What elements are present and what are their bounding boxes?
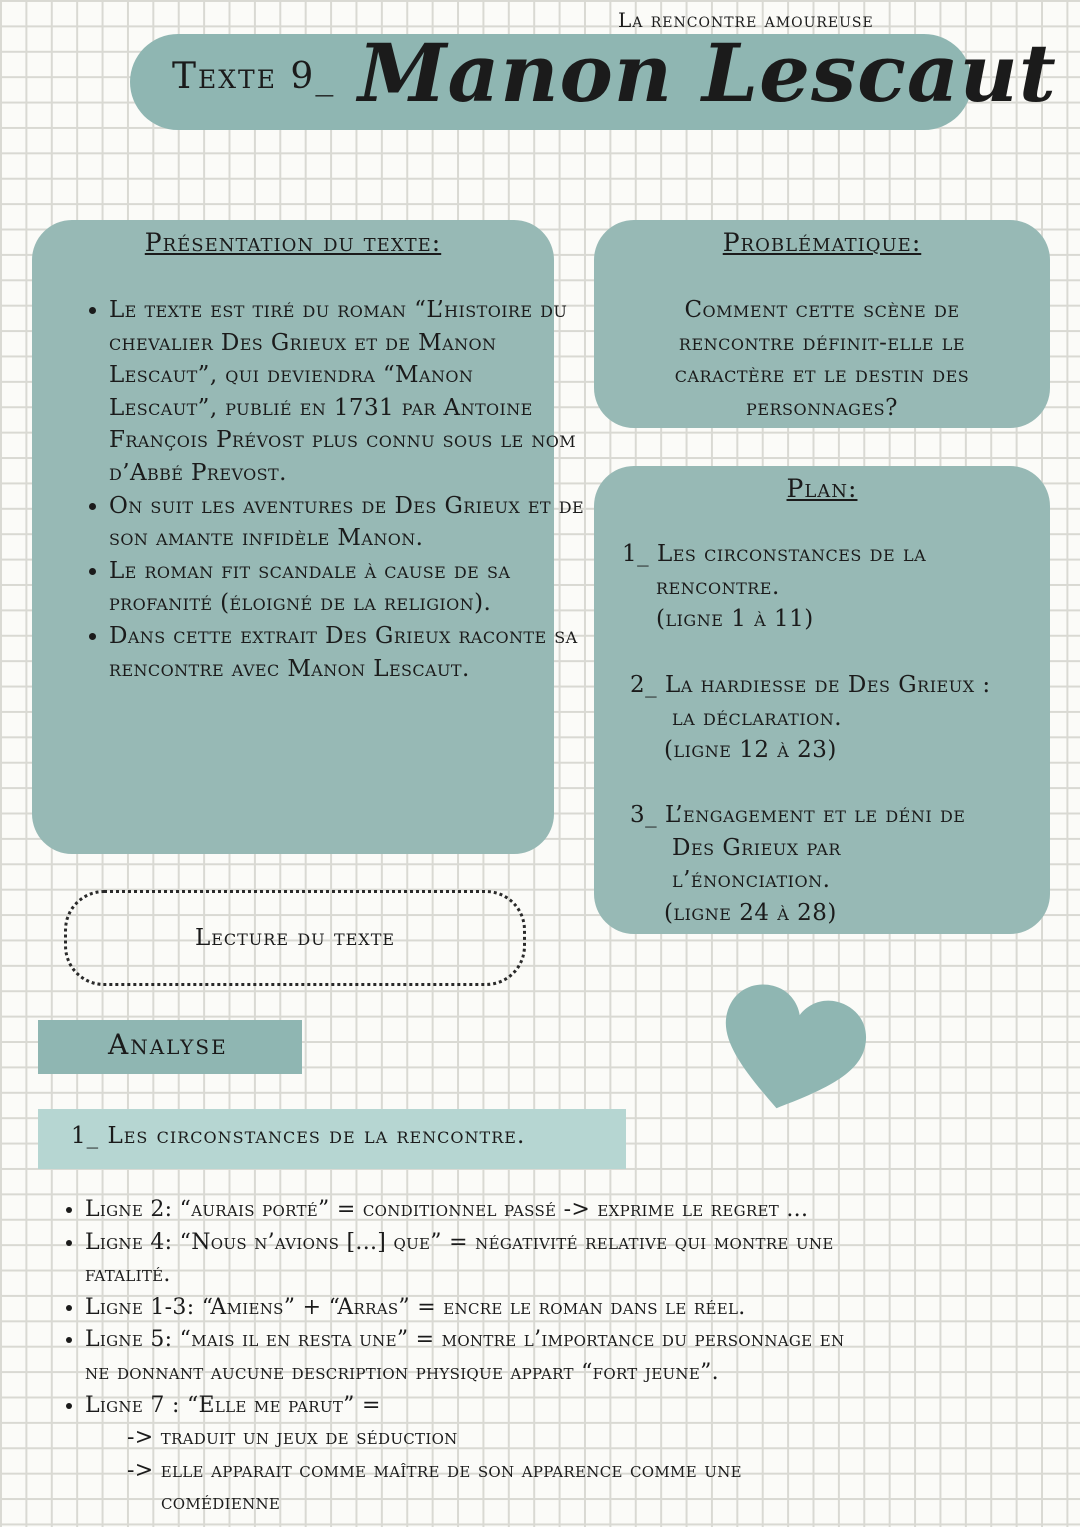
plan-card [594, 466, 1050, 934]
presentation-heading: Présentation du texte: [144, 228, 442, 257]
note-sub-item: -> elle apparait comme maître de son apparence comme une [127, 1457, 742, 1483]
plan-part-2-lines: (ligne 12 à 23) [664, 737, 837, 764]
plan-part-2-title: 2_ La hardiesse de Des Grieux : [630, 672, 991, 698]
problematique-line: caractère et le destin des [674, 362, 970, 389]
section-1-heading: 1_ Les circonstances de la rencontre. [71, 1123, 526, 1149]
note-text: ne donnant aucune description physique appart “fort jeune”. [85, 1359, 719, 1385]
list-item [85, 1194, 1080, 1227]
heart-icon [706, 970, 876, 1130]
note-sub-item: -> traduit un jeux de séduction [127, 1425, 458, 1451]
lecture-label: Lecture du texte [194, 925, 396, 951]
problematique-line: personnages? [746, 394, 898, 421]
plan-part-3-title: 3_ L’engagement et le déni de [630, 802, 966, 828]
note-sub-item: comédienne [161, 1490, 281, 1516]
list-item: • Dans cette extrait Des Grieux raconte sa rencontre avec Manon Lescaut. [109, 620, 589, 685]
note-text: Ligne 1-3: “Amiens” + “Arras” = encre le roman dans le réel. [85, 1294, 746, 1320]
presentation-card [32, 220, 585, 854]
analyse-heading: Analyse [108, 1028, 228, 1061]
list-item: • Le texte est tiré du roman “L’histoire du chevalier Des Grieux et de Manon Lescaut”, qui deviendra “Manon Lescaut”, publié en 1731 par Antoine François Prévost plus connu sous le nom d’Abbé Prevost. [109, 294, 589, 490]
list-item [85, 1292, 1080, 1325]
problematique-heading: Problématique: [722, 228, 922, 257]
list-item: • Le roman fit scandale à cause de sa profanité (éloigné de la religion). [109, 555, 589, 620]
lecture-du-texte-box [64, 890, 526, 986]
plan-heading: Plan: [786, 474, 858, 503]
section-1-banner [38, 1109, 626, 1169]
analysis-notes-list [48, 1194, 1080, 1520]
note-text: Ligne 4: “Nous n’avions [...] que” = négativité relative qui montre une [85, 1229, 834, 1255]
analyse-banner [38, 1020, 302, 1074]
plan-part-1-title: 1_ Les circonstances de la [622, 541, 927, 567]
page-title: Manon Lescaut [358, 26, 1057, 120]
plan-part-2-title: la déclaration. [672, 704, 843, 731]
presentation-list [72, 294, 589, 685]
list-item [85, 1324, 1080, 1389]
note-text: Ligne 5: “mais il en resta une” = montre l’importance du personnage en [85, 1327, 845, 1353]
list-item [85, 1227, 1080, 1292]
plan-part-3-lines: (ligne 24 à 28) [664, 899, 837, 926]
plan-part-1-lines: (ligne 1 à 11) [656, 606, 814, 633]
plan-part-3-title: Des Grieux par [672, 834, 841, 861]
list-item [85, 1390, 1080, 1520]
page-category-label: La rencontre amoureuse [618, 8, 874, 32]
plan-part-1-title: rencontre. [656, 573, 780, 600]
problematique-line: Comment cette scène de [684, 297, 960, 323]
list-item: • On suit les aventures de Des Grieux et de son amante infidèle Manon. [109, 490, 589, 555]
problematique-line: rencontre définit-elle le [678, 329, 966, 356]
plan-part-3-title: l’énonciation. [672, 867, 831, 894]
note-text: Ligne 7 : “Elle me parut” = [85, 1392, 381, 1418]
title-prefix: Texte 9_ [172, 56, 336, 97]
problematique-card [594, 220, 1050, 428]
note-text: fatalité. [85, 1262, 171, 1288]
note-text: Ligne 2: “aurais porté” = conditionnel passé -> exprime le regret ... [85, 1197, 809, 1222]
